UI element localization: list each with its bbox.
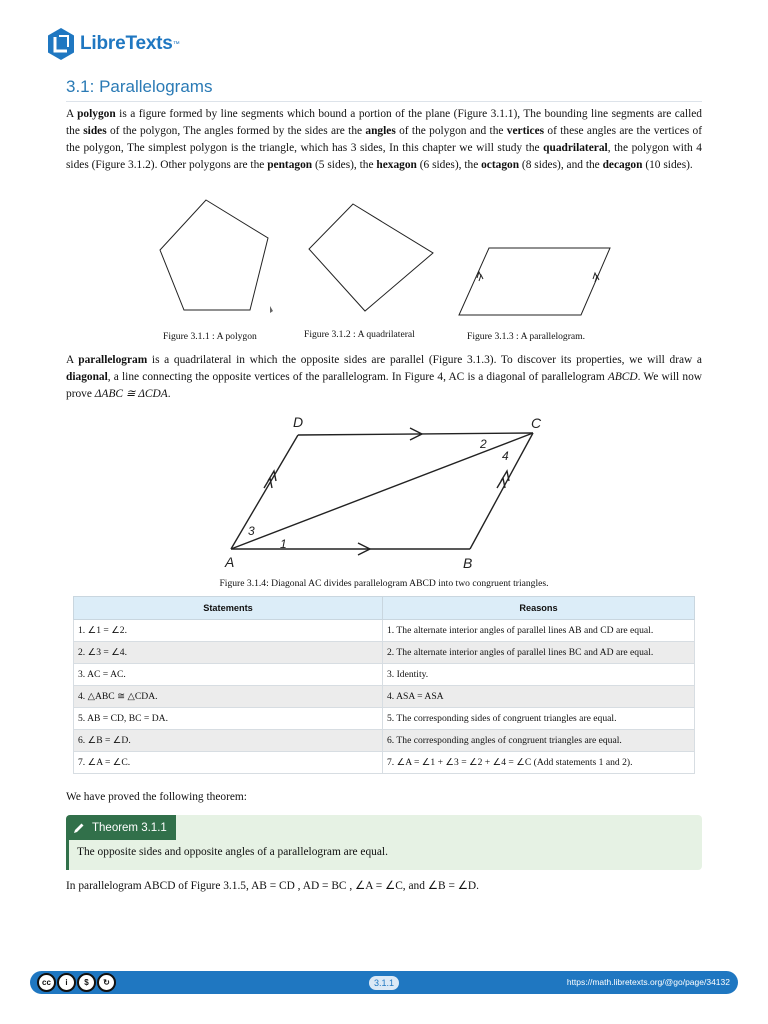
libretexts-logo[interactable]: [46, 27, 180, 61]
vertex-label-c: C: [531, 415, 542, 431]
cc-icon: cc: [37, 973, 56, 992]
theorem-accent-bar: [66, 840, 69, 870]
term-sides: sides: [83, 125, 107, 137]
table-header-statements: Statements: [74, 597, 383, 620]
table-row: 3. AC = AC. 3. Identity.: [74, 664, 695, 686]
license-badge[interactable]: [37, 973, 116, 992]
angle-label-3: 3: [248, 524, 255, 538]
proof-table: [73, 596, 695, 774]
table-row: 1. ∠1 = ∠2. 1. The alternate interior angles of parallel lines AB and CD are equal.: [74, 620, 695, 642]
table-header-reasons: Reasons: [383, 597, 695, 620]
math-abcd: ABCD: [607, 371, 638, 383]
page-number: 3.1.1: [369, 976, 399, 990]
vertex-label-d: D: [293, 414, 304, 430]
parallelogram-paragraph: A parallelogram is a quadrilateral in which the opposite sides are parallel (Figure 3.1.3). To discover its properties, we will draw a diagonal, a line connecting the opposite vertices of the parallelogram. In Figure 4, AC is a diagonal of parallelogram ABCD. We will now prove ΔABC ≅ ΔCDA.: [66, 354, 702, 400]
table-row: 4. △ABC ≅ △CDA. 4. ASA = ASA: [74, 686, 695, 708]
term-pentagon: pentagon: [267, 159, 313, 171]
page-url-link[interactable]: https://math.libretexts.org/@go/page/34132: [566, 977, 730, 987]
libretexts-logo-icon: [46, 27, 76, 61]
closing-text: In parallelogram ABCD of Figure 3.1.5, AB = CD , AD = BC , ∠A = ∠C, and ∠B = ∠D.: [66, 880, 479, 892]
polygon-figures: [150, 193, 620, 325]
trademark: ™: [172, 40, 180, 48]
pencil-icon: [73, 822, 85, 834]
term-quadrilateral: quadrilateral: [543, 142, 608, 154]
term-angles: angles: [365, 125, 396, 137]
angle-label-1: 1: [280, 537, 287, 551]
table-row: 5. AB = CD, BC = DA. 5. The corresponding sides of congruent triangles are equal.: [74, 708, 695, 730]
sa-icon: ↻: [97, 973, 116, 992]
theorem-label: Theorem 3.1.1: [92, 821, 167, 834]
math-congruence: ΔABC ≅ ΔCDA: [94, 388, 168, 400]
angle-label-2: 2: [480, 437, 487, 451]
vertex-label-b: B: [463, 555, 473, 571]
vertex-label-a: A: [225, 554, 235, 570]
angle-label-4: 4: [502, 449, 509, 463]
figure-caption-4: Figure 3.1.4: Diagonal AC divides parallelogram ABCD into two congruent triangles.: [219, 578, 549, 589]
title-divider: [66, 101, 702, 102]
term-octagon: octagon: [481, 159, 520, 171]
diagonal-figure: [215, 408, 550, 573]
page-title: 3.1: Parallelograms: [66, 77, 213, 96]
theorem-text: The opposite sides and opposite angles of a parallelogram are equal.: [77, 846, 388, 858]
table-row: 7. ∠A = ∠C. 7. ∠A = ∠1 + ∠3 = ∠2 + ∠4 = ∠C (Add statements 1 and 2).: [74, 752, 695, 774]
figure-caption-3: Figure 3.1.3 : A parallelogram.: [467, 331, 586, 342]
term-vertices: vertices: [506, 125, 545, 137]
term-hexagon: hexagon: [376, 159, 417, 171]
intro-paragraph: A polygon is a figure formed by line segments which bound a portion of the plane (Figure 3.1.1), The bounding line segments are called the sides of the polygon, The angles formed by the sides are the angles of the polygon and the vertices of these angles are the vertices of the polygon, The simplest polygon is the triangle, which has 3 sides, In this chapter we will study the quadrilateral, the polygon with 4 sides (Figure 3.1.2). Other polygons are the pentagon (5 sides), the hexagon (6 sides), the octagon (8 sides), and the decagon (10 sides).: [66, 108, 702, 171]
term-diagonal: diagonal: [66, 371, 108, 383]
theorem-header: [66, 815, 176, 840]
term-polygon: polygon: [77, 108, 116, 120]
term-parallelogram: parallelogram: [78, 354, 148, 366]
term-decagon: decagon: [602, 159, 643, 171]
by-icon: i: [57, 973, 76, 992]
brand-name: LibreTexts: [80, 33, 173, 54]
proved-text: We have proved the following theorem:: [66, 791, 247, 803]
nc-icon: $: [77, 973, 96, 992]
figure-caption-1: Figure 3.1.1 : A polygon: [163, 331, 257, 342]
figure-caption-2: Figure 3.1.2 : A quadrilateral: [304, 329, 415, 340]
table-row: 6. ∠B = ∠D. 6. The corresponding angles of congruent triangles are equal.: [74, 730, 695, 752]
table-row: 2. ∠3 = ∠4. 2. The alternate interior angles of parallel lines BC and AD are equal.: [74, 642, 695, 664]
